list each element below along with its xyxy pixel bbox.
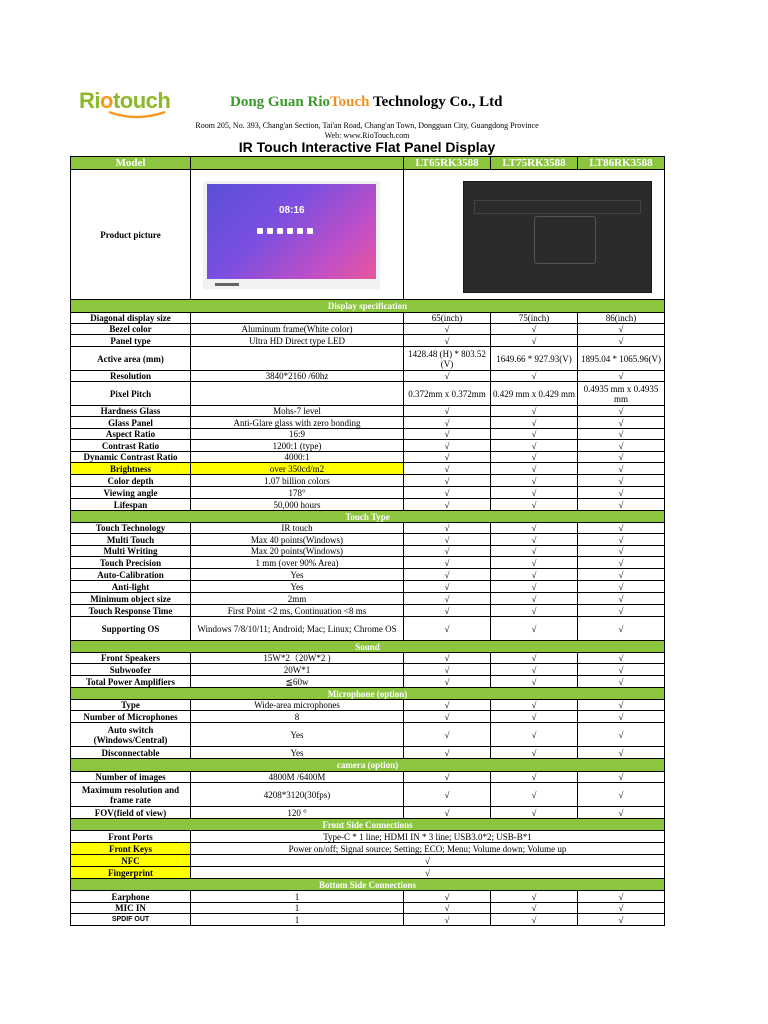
row-value: √ bbox=[404, 569, 491, 581]
row-label: Number of images bbox=[71, 772, 191, 783]
row-value: √ bbox=[404, 605, 491, 617]
row-value: √ bbox=[491, 903, 578, 914]
row-value: √ bbox=[404, 700, 491, 711]
table-row bbox=[71, 700, 665, 711]
table-row bbox=[71, 335, 665, 347]
table-row bbox=[71, 914, 665, 926]
table-row bbox=[71, 429, 665, 440]
row-spec: ≦60w bbox=[191, 676, 404, 688]
row-spec: 16:9 bbox=[191, 429, 404, 440]
row-spec: 20W*1 bbox=[191, 664, 404, 676]
row-value: √ bbox=[578, 676, 665, 688]
row-label: Auto switch (Windows/Central) bbox=[71, 723, 191, 747]
row-value: √ bbox=[578, 417, 665, 429]
row-label: Hardness Glass bbox=[71, 406, 191, 417]
section-row bbox=[71, 300, 665, 313]
row-label: Total Power Amplifiers bbox=[71, 676, 191, 688]
table-row bbox=[71, 772, 665, 783]
row-value: √ bbox=[404, 452, 491, 463]
row-value: √ bbox=[491, 475, 578, 487]
row-label: Auto-Calibration bbox=[71, 569, 191, 581]
row-spec: Anti-Glare glass with zero bonding bbox=[191, 417, 404, 429]
row-spec bbox=[191, 347, 404, 371]
row-value: 0.372mm x 0.372mm bbox=[404, 382, 491, 406]
row-spec: 1.07 billion colors bbox=[191, 475, 404, 487]
table-row bbox=[71, 605, 665, 617]
row-value: √ bbox=[578, 429, 665, 440]
row-value: √ bbox=[578, 747, 665, 759]
row-label: Touch Precision bbox=[71, 557, 191, 569]
company-web: Web: www.RioTouch.com bbox=[324, 131, 410, 140]
table-row bbox=[71, 382, 665, 406]
row-label: Disconnectable bbox=[71, 747, 191, 759]
row-value: √ bbox=[404, 429, 491, 440]
row-spec: 4000:1 bbox=[191, 452, 404, 463]
row-value: 1649.66 * 927.93(V) bbox=[491, 347, 578, 371]
page-title: IR Touch Interactive Flat Panel Display bbox=[238, 139, 496, 155]
row-value: √ bbox=[578, 807, 665, 819]
row-value: √ bbox=[404, 335, 491, 347]
section-title: Front Side Connections bbox=[71, 819, 665, 831]
section-row bbox=[71, 759, 665, 772]
table-row bbox=[71, 581, 665, 593]
row-spec: Mohs-7 level bbox=[191, 406, 404, 417]
company-name: Dong Guan RioTouch Technology Co., Ltd bbox=[230, 94, 503, 110]
row-value: √ bbox=[491, 429, 578, 440]
row-value: √ bbox=[491, 523, 578, 534]
row-spec: 1200:1 (type) bbox=[191, 440, 404, 452]
row-value: √ bbox=[578, 772, 665, 783]
row-label: Glass Panel bbox=[71, 417, 191, 429]
row-spec: 50,000 hours bbox=[191, 499, 404, 511]
row-value: √ bbox=[578, 557, 665, 569]
row-value: √ bbox=[404, 914, 491, 926]
row-label: Subwoofer bbox=[71, 664, 191, 676]
row-value: √ bbox=[491, 487, 578, 499]
row-value: √ bbox=[491, 335, 578, 347]
row-spec: √ bbox=[191, 867, 665, 879]
screen-clock: 08:16 bbox=[279, 204, 305, 216]
row-label: Diagonal display size bbox=[71, 313, 191, 324]
section-title: Touch Type bbox=[71, 511, 665, 523]
row-value: √ bbox=[491, 653, 578, 664]
row-value: √ bbox=[491, 723, 578, 747]
table-row bbox=[71, 523, 665, 534]
row-value: √ bbox=[578, 371, 665, 382]
row-label: Active area (mm) bbox=[71, 347, 191, 371]
row-label: Number of Microphones bbox=[71, 711, 191, 723]
row-value: √ bbox=[404, 783, 491, 807]
row-value: √ bbox=[578, 534, 665, 546]
row-spec: 4800M /6400M bbox=[191, 772, 404, 783]
row-value: √ bbox=[491, 499, 578, 511]
row-value: √ bbox=[404, 417, 491, 429]
row-label: Touch Response Time bbox=[71, 605, 191, 617]
row-value: √ bbox=[578, 499, 665, 511]
table-row bbox=[71, 406, 665, 417]
company-address: Room 205, No. 393, Chang'an Section, Tai'an Road, Chang'an Town, Dongguan City, Guangdong Province bbox=[195, 121, 539, 130]
row-spec: 1 bbox=[191, 891, 404, 903]
row-spec bbox=[191, 382, 404, 406]
row-value: √ bbox=[404, 534, 491, 546]
row-value: √ bbox=[491, 569, 578, 581]
row-spec: Type-C * 1 line; HDMI IN * 3 line; USB3.0*2; USB-B*1 bbox=[191, 831, 665, 843]
row-value: √ bbox=[491, 463, 578, 475]
row-value: √ bbox=[404, 324, 491, 335]
row-value: √ bbox=[578, 593, 665, 605]
row-value: √ bbox=[404, 406, 491, 417]
table-row bbox=[71, 499, 665, 511]
row-label: Multi Writing bbox=[71, 546, 191, 557]
table-row bbox=[71, 807, 665, 819]
header-lt65: LT65RK3588 bbox=[404, 157, 491, 170]
row-value: 1428.48 (H) * 803.52 (V) bbox=[404, 347, 491, 371]
row-value: √ bbox=[491, 700, 578, 711]
row-value: √ bbox=[491, 676, 578, 688]
header-lt86: LT86RK3588 bbox=[578, 157, 665, 170]
table-row bbox=[71, 557, 665, 569]
table-row bbox=[71, 313, 665, 324]
row-value: √ bbox=[491, 546, 578, 557]
logo-text-ri: Ri bbox=[79, 88, 100, 113]
header-blank bbox=[191, 157, 404, 170]
section-row bbox=[71, 641, 665, 653]
row-value: √ bbox=[491, 711, 578, 723]
row-spec: Ultra HD Direct type LED bbox=[191, 335, 404, 347]
row-spec: IR touch bbox=[191, 523, 404, 534]
table-row bbox=[71, 831, 665, 843]
row-value: √ bbox=[491, 593, 578, 605]
row-label: Aspect Ratio bbox=[71, 429, 191, 440]
panel-back-image bbox=[463, 181, 652, 293]
table-row bbox=[71, 569, 665, 581]
row-spec: 8 bbox=[191, 711, 404, 723]
table-row bbox=[71, 617, 665, 641]
row-spec: 178° bbox=[191, 487, 404, 499]
row-value: √ bbox=[578, 581, 665, 593]
row-value: √ bbox=[404, 440, 491, 452]
row-spec: Yes bbox=[191, 723, 404, 747]
row-label: Earphone bbox=[71, 891, 191, 903]
row-value: √ bbox=[491, 440, 578, 452]
row-value: √ bbox=[404, 581, 491, 593]
row-label: Anti-light bbox=[71, 581, 191, 593]
row-value: √ bbox=[491, 452, 578, 463]
logo-swoosh-icon bbox=[107, 110, 167, 120]
row-value: √ bbox=[578, 452, 665, 463]
row-label: Dynamic Contrast Ratio bbox=[71, 452, 191, 463]
table-header-row bbox=[71, 157, 665, 170]
row-label: NFC bbox=[71, 855, 191, 867]
row-label: Pixel Pitch bbox=[71, 382, 191, 406]
row-spec: Max 20 points(Windows) bbox=[191, 546, 404, 557]
row-value: √ bbox=[404, 807, 491, 819]
row-value: √ bbox=[578, 723, 665, 747]
row-value: √ bbox=[404, 487, 491, 499]
row-spec: 1 mm (over 90% Area) bbox=[191, 557, 404, 569]
row-value: √ bbox=[578, 891, 665, 903]
row-label: Front Keys bbox=[71, 843, 191, 855]
row-value: √ bbox=[578, 546, 665, 557]
table-row bbox=[71, 783, 665, 807]
row-value: √ bbox=[404, 903, 491, 914]
row-label: Front Ports bbox=[71, 831, 191, 843]
row-value: √ bbox=[404, 711, 491, 723]
row-label: SPDIF OUT bbox=[71, 914, 191, 926]
row-label: Resolution bbox=[71, 371, 191, 382]
table-row bbox=[71, 371, 665, 382]
row-value: √ bbox=[491, 807, 578, 819]
row-label: Supporting OS bbox=[71, 617, 191, 641]
row-spec: 1 bbox=[191, 903, 404, 914]
table-row bbox=[71, 452, 665, 463]
row-value: √ bbox=[578, 406, 665, 417]
product-front-image-cell bbox=[191, 170, 404, 300]
section-title: Display specification bbox=[71, 300, 665, 313]
product-back-image-cell bbox=[404, 170, 665, 300]
section-row bbox=[71, 688, 665, 700]
row-value: √ bbox=[491, 747, 578, 759]
row-value: √ bbox=[404, 723, 491, 747]
header-model: Model bbox=[71, 157, 191, 170]
row-value: √ bbox=[578, 324, 665, 335]
row-value: √ bbox=[578, 440, 665, 452]
row-label: Multi Touch bbox=[71, 534, 191, 546]
row-value: √ bbox=[578, 475, 665, 487]
row-value: √ bbox=[491, 534, 578, 546]
row-value: √ bbox=[578, 463, 665, 475]
spec-table bbox=[70, 156, 665, 926]
row-value: √ bbox=[404, 747, 491, 759]
row-value: √ bbox=[404, 557, 491, 569]
table-row bbox=[71, 867, 665, 879]
row-spec bbox=[191, 313, 404, 324]
table-row bbox=[71, 711, 665, 723]
row-value: √ bbox=[491, 891, 578, 903]
row-value: √ bbox=[491, 417, 578, 429]
table-row bbox=[71, 534, 665, 546]
section-row bbox=[71, 879, 665, 891]
row-value: √ bbox=[578, 783, 665, 807]
row-spec: Wide-area microphones bbox=[191, 700, 404, 711]
row-label: Lifespan bbox=[71, 499, 191, 511]
product-picture-label: Product picture bbox=[71, 170, 191, 300]
row-spec: Power on/off; Signal source; Setting; ECO; Menu; Volume down; Volume up bbox=[191, 843, 665, 855]
row-value: √ bbox=[491, 605, 578, 617]
row-spec: 4208*3120(30fps) bbox=[191, 783, 404, 807]
row-value: √ bbox=[578, 711, 665, 723]
row-spec: √ bbox=[191, 855, 665, 867]
table-row bbox=[71, 653, 665, 664]
logo-text-touch: touch bbox=[112, 88, 171, 113]
row-value: √ bbox=[404, 463, 491, 475]
logo-text-o: o bbox=[100, 88, 113, 113]
row-value: √ bbox=[404, 475, 491, 487]
table-row bbox=[71, 843, 665, 855]
table-row bbox=[71, 723, 665, 747]
row-label: Fingerprint bbox=[71, 867, 191, 879]
row-label: Brightness bbox=[71, 463, 191, 475]
table-row bbox=[71, 487, 665, 499]
table-row bbox=[71, 347, 665, 371]
row-value: √ bbox=[491, 557, 578, 569]
panel-front-image bbox=[203, 181, 380, 289]
row-value: √ bbox=[404, 664, 491, 676]
row-label: Type bbox=[71, 700, 191, 711]
table-row bbox=[71, 855, 665, 867]
row-value: √ bbox=[404, 891, 491, 903]
table-row bbox=[71, 475, 665, 487]
riotouch-logo bbox=[79, 88, 183, 122]
row-value: 0.429 mm x 0.429 mm bbox=[491, 382, 578, 406]
row-spec: 120 ° bbox=[191, 807, 404, 819]
section-row bbox=[71, 819, 665, 831]
table-row bbox=[71, 903, 665, 914]
row-spec: 15W*2（20W*2 ) bbox=[191, 653, 404, 664]
product-picture-row bbox=[71, 170, 665, 300]
table-row bbox=[71, 440, 665, 452]
row-value: √ bbox=[404, 772, 491, 783]
row-value: √ bbox=[578, 569, 665, 581]
row-value: √ bbox=[491, 371, 578, 382]
row-value: 0.4935 mm x 0.4935 mm bbox=[578, 382, 665, 406]
row-value: 1895.04 * 1065.96(V) bbox=[578, 347, 665, 371]
row-value: 75(inch) bbox=[491, 313, 578, 324]
row-value: 65(inch) bbox=[404, 313, 491, 324]
row-value: √ bbox=[491, 617, 578, 641]
row-value: √ bbox=[404, 617, 491, 641]
header-lt75: LT75RK3588 bbox=[491, 157, 578, 170]
row-value: √ bbox=[491, 406, 578, 417]
row-spec: 3840*2160 /60hz bbox=[191, 371, 404, 382]
row-value: √ bbox=[404, 499, 491, 511]
row-value: √ bbox=[404, 676, 491, 688]
row-value: √ bbox=[404, 546, 491, 557]
row-value: √ bbox=[578, 605, 665, 617]
row-value: √ bbox=[491, 324, 578, 335]
row-label: Minimum object size bbox=[71, 593, 191, 605]
table-row bbox=[71, 417, 665, 429]
row-spec: Yes bbox=[191, 747, 404, 759]
table-row bbox=[71, 676, 665, 688]
section-title: Bottom Side Connections bbox=[71, 879, 665, 891]
row-value: √ bbox=[491, 581, 578, 593]
row-value: √ bbox=[578, 617, 665, 641]
table-row bbox=[71, 891, 665, 903]
row-spec: Yes bbox=[191, 581, 404, 593]
table-row bbox=[71, 546, 665, 557]
table-row bbox=[71, 593, 665, 605]
row-value: √ bbox=[578, 664, 665, 676]
row-value: √ bbox=[404, 523, 491, 534]
row-spec: 1 bbox=[191, 914, 404, 926]
row-label: Contrast Ratio bbox=[71, 440, 191, 452]
row-label: Maximum resolution and frame rate bbox=[71, 783, 191, 807]
row-spec: Yes bbox=[191, 569, 404, 581]
table-row bbox=[71, 463, 665, 475]
row-spec: Aluminum frame(White color) bbox=[191, 324, 404, 335]
section-title: Sound bbox=[71, 641, 665, 653]
row-spec: Max 40 points(Windows) bbox=[191, 534, 404, 546]
section-row bbox=[71, 511, 665, 523]
table-row bbox=[71, 324, 665, 335]
row-value: √ bbox=[491, 772, 578, 783]
row-label: MIC IN bbox=[71, 903, 191, 914]
row-value: √ bbox=[491, 664, 578, 676]
table-row bbox=[71, 664, 665, 676]
row-value: √ bbox=[578, 335, 665, 347]
row-value: 86(inch) bbox=[578, 313, 665, 324]
row-value: √ bbox=[404, 593, 491, 605]
row-value: √ bbox=[578, 523, 665, 534]
row-spec: 2mm bbox=[191, 593, 404, 605]
row-value: √ bbox=[578, 903, 665, 914]
row-value: √ bbox=[578, 914, 665, 926]
row-spec: over 350cd/m2 bbox=[191, 463, 404, 475]
row-label: Bezel color bbox=[71, 324, 191, 335]
row-value: √ bbox=[491, 914, 578, 926]
row-label: Panel type bbox=[71, 335, 191, 347]
row-value: √ bbox=[404, 371, 491, 382]
row-spec: First Point <2 ms, Continuation <8 ms bbox=[191, 605, 404, 617]
table-row bbox=[71, 747, 665, 759]
row-value: √ bbox=[578, 653, 665, 664]
row-value: √ bbox=[578, 487, 665, 499]
row-value: √ bbox=[404, 653, 491, 664]
row-label: Front Speakers bbox=[71, 653, 191, 664]
row-value: √ bbox=[491, 783, 578, 807]
row-label: Touch Technology bbox=[71, 523, 191, 534]
row-label: Viewing angle bbox=[71, 487, 191, 499]
row-value: √ bbox=[578, 700, 665, 711]
row-label: Color depth bbox=[71, 475, 191, 487]
row-spec: Windows 7/8/10/11; Android; Mac; Linux; Chrome OS bbox=[191, 617, 404, 641]
screen-app-icons bbox=[257, 226, 317, 236]
section-title: Microphone (option) bbox=[71, 688, 665, 700]
row-label: FOV(field of view) bbox=[71, 807, 191, 819]
section-title: camera (option) bbox=[71, 759, 665, 772]
